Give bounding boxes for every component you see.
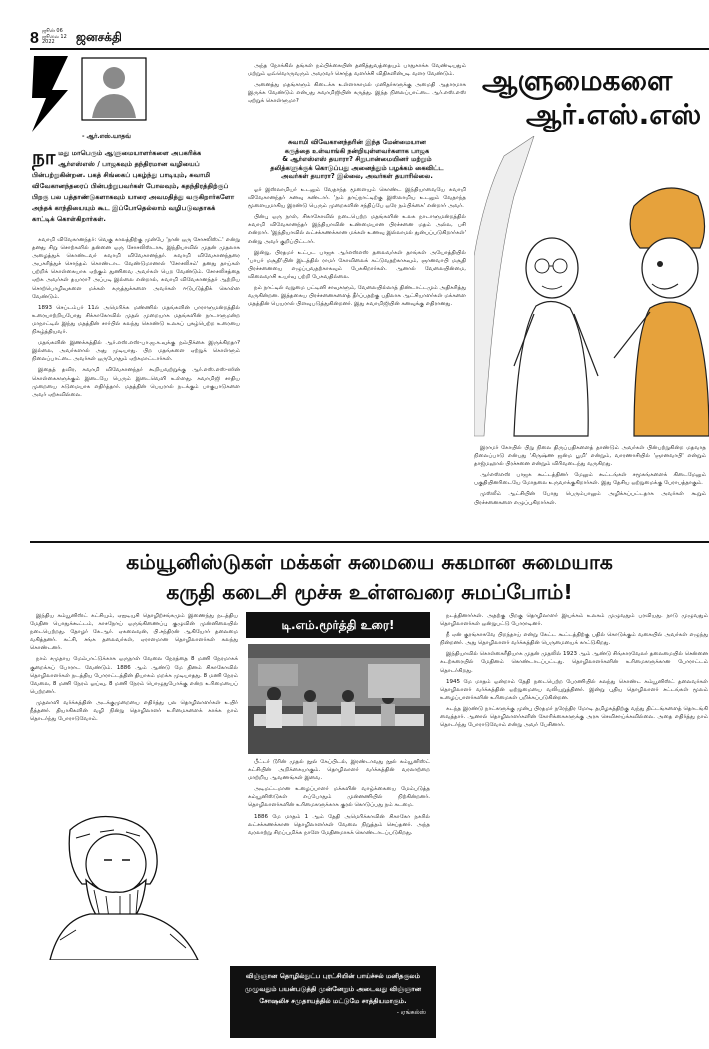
article2-column-2: பீட்டர் டூரின் முதல் நூல் கேப்பிடல், இரண்டாவது நூல் கம்யூனிஸ்ட் கட்சியின் அறிக்கையாகும். தொழிலாளர் வர்க்கத்தின் வரலாற்றை மாற்றிய ஆவணங்கள் இவை. அடிமட்டமான உழைப்பாளர் மக்களின் வாழ்க்கையை மேம்படுத்த கம்யூனிஸ்டுகள் எப்போதும் முன்னணியில் நிற்கின்றனர். தொழிலாளர்களின் உரிமைகளுக்காக குரல் கொடுப்பது நம் கடமை. 1886 மே மாதம் 1 ஆம் தேதி அமெரிக்காவின் சிகாகோ நகரில் லட்சக்கணக்கான தொழிலாளர்கள் வேலை நிறுத்தம் செய்தனர். அந்த வரலாற்று சிறப்புமிக்க நாளே மேதினமாகக் கொண்டாடப்படுகிறது.	[248, 759, 430, 836]
author-graphic	[30, 56, 148, 133]
article1-column-2-top: அந்த நோக்கில் தங்கள் நம்பிக்கையின் தனித்துவத்தையும் பாதுகாக்க வேண்டியதும் மற்றும் ஒவ்வொருவரும் அவரவர் சொந்த வளர்ச்சி விதிகளின்படி வளர வேண்டும். அனைத்து மதங்களும் கிடைக்க உள்ளாகாமல் மனிதர்களுக்கு அமைதி ஆதாரமாக இருக்க வேண்டும் என்பது சுவாமிஜியின் கருத்து. இந்த நிலைப்பாட்டை ஆர்.எஸ்.எஸ் ஏற்றுக் கொள்ளுமா?	[248, 63, 466, 105]
page-header	[30, 28, 709, 52]
byline: - ஆர்.எஸ்.யாதவ்	[82, 133, 131, 140]
article1-column-2: ஓர் இஸ்லாமியர் உடலும் வேதாந்த மூளையும் கொண்ட இந்தியாவையே சுவாமி விவேகானந்தர் கனவு கண்டார். 'நம் தாய்நாட்டிற்கு இஸ்லாமிய உடலும் வேதாந்த மூளையுமாகிய இரண்டு பெரும் முறைகளின் சந்திப்பே ஒரே நம்பிக்கை' என்றார் அவர். பின்பு ஒரு நாள், சிகாகோவில் நடைபெற்ற மதங்களின் உலக நாடாளுமன்றத்தில் சுவாமி விவேகானந்தர் இந்தியாவின் உண்மையான பிரச்சனை மதம் அல்ல, பசி என்றார். 'இந்தியாவில் லட்சக்கணக்கான மக்கள் உணவு இல்லாமல் துன்பப்படுகிறார்கள்' என்று அவர் குறிப்பிட்டார். இன்று, பிரதமர் உட்பட பாஜக ஆர்எஸ்எஸ் தலைவர்கள் தாங்கள் அயோத்தியில் 'பாபர் மசூதி'யின் இடத்தில் ராமர் கோவிலைக் கட்டுவதற்காகவும், ஞானவாபி மசூதி பிரச்சனையை எழுப்புவதற்காகவும் பேசுகிறார்கள். ஆனால் வேலையின்மை, விலைவாசி உயர்வு பற்றி பேசுவதில்லை. நம் நாட்டில் வறுமை பட்டினி சாவுகளும், வேலையில்லாத் திண்டாட்டமும் அதிகரித்து வருகின்றன. இத்தகைய பிரச்சனைகளைத் தீர்ப்பதற்கு பதிலாக ஆட்சியாளர்கள் மக்களை மதத்தின் பெயரால் பிளவுபடுத்துகின்றனர். இது சுவாமிஜியின் கனவுக்கு எதிரானது.	[248, 187, 466, 308]
issue-date: ஜூன் 06 ஜூலை 12 2022	[42, 28, 67, 46]
portrait-illustration	[30, 810, 238, 960]
header-rule	[30, 48, 709, 50]
lightning-portrait-icon	[30, 56, 148, 133]
stage-photo-icon	[248, 644, 430, 754]
engels-portrait-icon	[30, 810, 238, 960]
article1-subhead: சுவாமி விவேகானந்தரின் இந்த மேன்மையான கருத்தை உள்வாங்கி நன்றியுள்ளவர்களாக பாஜக & ஆர்எஸ்எஸ் தயாரா? சிறுபான்மையினர் மற்றும் தலித்களுக்குக் கொடுப்பது அனைத்தும் பழக்கம் கைவிட்ட அவர்கள் தயாரா? இல்லை, அவர்கள் தயாரில்லை.	[270, 138, 444, 181]
feature-title: ஆளுமைகளை ஆர்.எஸ்.எஸ்	[482, 64, 702, 131]
feature-illustration	[474, 136, 709, 442]
section-divider	[30, 541, 709, 543]
article1-column-3: இராமர் கோயில் பிறு நிலை திருப்பதிகளைத் தாண்டும் அவர்கள் பின்பற்றுகின்ற மதவாத நிலைப்பாடு என்பது 'கிருஷ்ண ஜன்ம பூமி' என்றும், வாரணாசியில் 'ஞானவாபி' என்றும் தாஜ்மஹால் பிரச்சனை என்றும் விரிவடைந்து வருகிறது. ஆர்எஸ்எஸ் பாஜக கூட்டத்தினர் மேலும் கூட்டங்கள் சமூகங்களைக் கிடைமேலும் பகுதியினரிடையே மோதலை உருவாக்குகிறார்கள். இது தேசிய ஒற்றுமைக்கு பேராபத்தாகும். முஸ்லீம் ஆட்சியின் போது பெரும்பாலும் அழிக்கப்பட்டதாக அவர்கள் கூறும் பிரச்சனைகளை எழுப்புகிறார்கள்.	[474, 445, 706, 506]
article1-column-1: சுவாமி விவேகானந்தர்: வெகு காலத்திற்கு முன்பே 'நான் ஒரு சோசலிஸ்ட்' என்று தனது சிறு சொற்களில் தன்னை ஒரு சோசலிஸ்டாக, இந்தியாவில் முதன் முதலாக அழைத்துக் கொண்டவர் சுவாமி விவேகானந்தர். சுவாமி விவேகானந்தரை அபகரித்துச் சொந்தம் கொண்டாட வேண்டுமானால் 'சோசலிசம்' தனது தாய்கள் பற்றிக் கொள்கையாக ஏற்கும் துணிவை அவர்கள் பெற வேண்டும். சோசலிசத்தை ஏற்க அவர்கள் தயாரா? அப்படி இல்லை என்றால், சுவாமி விவேகானந்தர் ஆற்றிய சொற்பொழிவுகளை மக்கள் கருத்துக்களை அவர்கள் ஈடுபடுத்திக் கொள்ள வேண்டும். 1893 செப்டம்பர் 11ல் அமெரிக்க மண்ணில் மதங்களின் பாராளுமன்றத்தில் உரையாற்றியபோது சிக்காகோவில் முதல் முறையாக மதங்களின் நாடாளுமன்ற மாநாட்டில் இந்து மதத்தின் சார்பில் கலந்து கொண்டு உலகப் புகழ்பெற்ற உரையை நிகழ்த்தியவர். மதங்களின் இணக்கத்தில் ஆர்.எஸ்.எஸ்-பா.ஜ.க.வுக்கு நம்பிக்கை இருக்கிறதா? இல்லை, அவர்களால் அது முடியாது. பிற மதங்களை ஏற்றுக் கொள்ளும் நிலைப்பாட்டை அவர்கள் ஒருபோதும் ஏற்கமாட்டார்கள். இதைத் தவிர, சுவாமி விவேகானந்தர் கூறியவற்றுக்கு ஆர்.எஸ்.எஸ்-ஸின் கொள்கைகளுக்கும் இடையே பெரும் இடைவெளி உள்ளது. சுவாமிஜி சாதிய முறையை கடுமையாக எதிர்த்தார். மதத்தின் பெயரால் நடக்கும் பாகுபாடுகளை அவர் ஏற்கவில்லை.	[32, 237, 240, 398]
quote-bar	[230, 966, 436, 1038]
masthead: ஜனசக்தி	[76, 30, 122, 44]
page-number: 8	[30, 30, 39, 47]
article2-headline: கம்யூனிஸ்டுகள் மக்கள் சுமையை சுகமான சுமையாக கருதி கடைசி மூச்சு உள்ளவரை சுமப்போம்!	[126, 550, 613, 604]
caricature-illustration-icon	[474, 136, 709, 442]
drop-cap: நா	[32, 148, 56, 169]
speaker-badge: டி.எம்.மூர்த்தி உரை!	[246, 612, 430, 638]
quote-text: விஞ்ஞான தொழில்நுட்ப புரட்சியின் பாய்ச்சல் மனிதகுலம் முழுவதும் பயன்படுத்தி முன்னேறும் அடைவது விஞ்ஞான சோஷலிச சமுதாயத்தில் மட்டுமே சாத்தியமாகும்.	[244, 972, 422, 1005]
quote-attribution: - ஏங்கல்ஸ்	[396, 1008, 426, 1016]
event-photo	[248, 644, 430, 754]
article1-lead	[32, 148, 240, 234]
article2-column-1: இந்திய கம்யூனிஸ்ட் கட்சியும், ஏஐடியுசி தொழிற்சங்கமும் இணைந்து நடத்திய மேதின பொதுக்கூட்டம், காசநோய் ஒருங்கிணைப்பு குழுவின் முன்னிலையில் நடைபெற்றது. தோழர் கே.ஆர். ஏகலைவன், பி.சந்திரன் ஆகியோர் தலைமை வகித்தனர். கட்சி, சங்க தலைவர்கள், ஏராளமான தொழிலாளர்கள் கலந்து கொண்டனர். நாம் சமுதாய மேம்பாட்டுக்காக ஒருநாள் வேலை நேரத்தை 8 மணி நேரமாகக் குறைக்கப் போராட வேண்டும். 1886 ஆம் ஆண்டு மே தினம் சிகாகோவில் தொழிலாளர்கள் நடத்திய போராட்டத்தின் தியாகம் மறக்க முடியாதது. 8 மணி நேரம் வேலை, 8 மணி நேரம் ஓய்வு, 8 மணி நேரம் பொழுதுபோக்கு என்ற உரிமையைப் பெற்றனர். முதலாளி வர்க்கத்தின் அடக்குமுறையை எதிர்த்து பல தொழிலாளர்கள் உயிர் நீத்தனர். தியாகிகளின் வழி நின்று தொழிலாளர் உரிமைகளைக் காக்க நாம் தொடர்ந்து போராடுவோம்.	[30, 613, 238, 723]
article2-column-3: நடத்தினார்கள். அதற்கு பிறகு தொழிலாளர் இயக்கம் உலகம் முழுவதும் பரவியது. நாடு முழுவதும் தொழிலாளர்கள் ஒன்றுபட்டு போராடினர். நீ ஏன் குரங்காகவே பிறந்தாய் என்று கேட்ட கூட்டத்திற்கு பதில் கொடுக்கும் வகையில் அவர்கள் எழுந்து நின்றனர். அது தொழிலாளர் வர்க்கத்தின் பெருமையைக் காட்டுகிறது. இந்தியாவில் கொள்கைரீதியாக முதன் முதலில் 1923 ஆம் ஆண்டு சிங்காரவேலர் தலைமையில் சென்னை கடற்கரையில் மேதினம் கொண்டாடப்பட்டது. தொழிலாளர்களின் உரிமைகளுக்கான போராட்டம் தொடர்கிறது. 1945 மே மாதம் ஒன்றாம் தேதி நடைபெற்ற பேரணியில் கலந்து கொண்ட கம்யூனிஸ்ட் தலைவர்கள் தொழிலாளர் வர்க்கத்தின் ஒற்றுமையை வலியுறுத்தினர். இன்று புதிய தொழிலாளர் சட்டங்கள் மூலம் உழைப்பாளர்களின் உரிமைகள் பறிக்கப்படுகின்றன. கடந்த இரண்டு நாட்களுக்கு முன்பு பிரதமர் நரேந்திர மோடி தமிழகத்திற்கு வந்து திட்டங்களைத் தொடங்கி வைத்தார். ஆனால் தொழிலாளர்களின் கோரிக்கைகளுக்கு அரசு செவிசாய்க்கவில்லை. அதை எதிர்த்து நாம் தொடர்ந்து போராடுவோம் என்று அவர் பேசினார்.	[440, 613, 708, 729]
lead-text: மது மாபெரும் ஆளுமையாளர்களை அபகரிக்க ஆர்எஸ்எஸ் / பாஜகவும் தந்திரமான வழியைப் பின்பற்றுகின்றன. பகத் சிங்கைப் புகழ்ந்து பாடியும், சுவாமி விவேகானந்தரைப் பின்பற்றுபவர்கள் போலவும், கதந்திரத்திற்குப் பிறகு பல பத்தாண்டுகளாகவும் யாரை அவமதித்து வருகிறார்களோ அந்தக் காந்தியையும் கூட இப்போதெல்லாம் வழிபடுவதாகக் காட்டிக் கொள்கிறார்கள்.	[32, 149, 235, 223]
